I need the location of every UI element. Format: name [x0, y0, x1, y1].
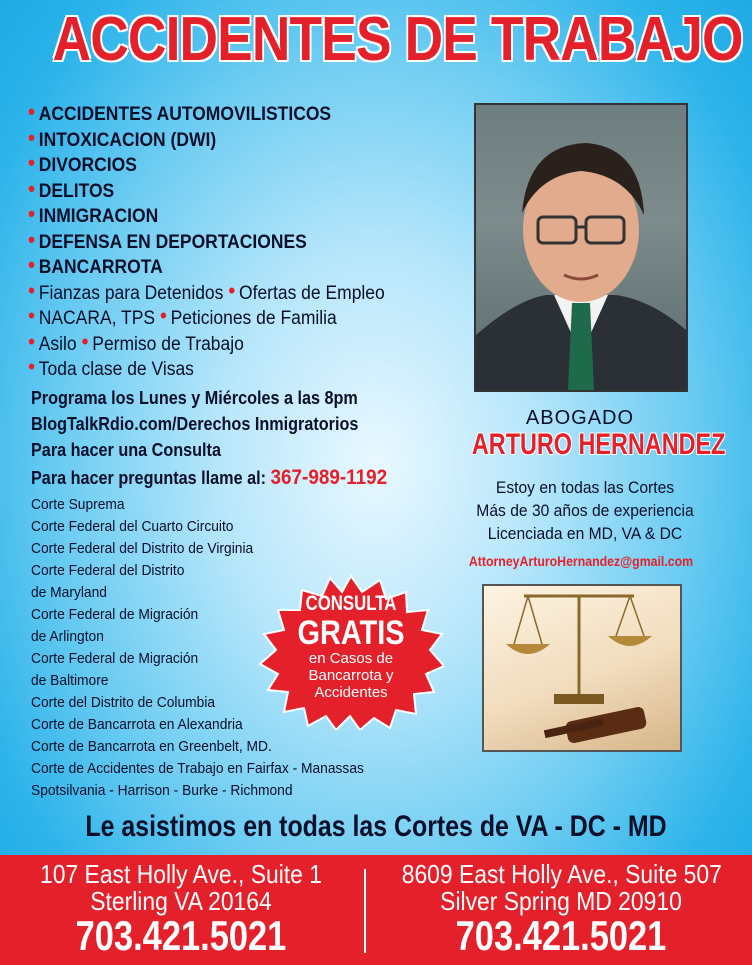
service-item: • Asilo • Permiso de Trabajo: [28, 328, 244, 355]
court-item: Corte Suprema: [31, 496, 125, 513]
office-sterling: [0, 861, 362, 958]
bullet-icon: •: [28, 303, 36, 328]
court-item: Corte de Accidentes de Trabajo en Fairfax - Manassas: [31, 760, 364, 777]
court-item: Corte Federal del Cuarto Circuito: [31, 518, 234, 535]
court-item: Corte Federal del Distrito: [31, 562, 185, 579]
service-item: • NACARA, TPS • Peticiones de Familia: [28, 303, 337, 329]
service-item: • Toda clase de Visas: [28, 354, 194, 380]
bullet-icon: •: [28, 226, 36, 252]
court-item: de Baltimore: [31, 672, 109, 689]
consult-prompt: Para hacer una Consulta: [31, 440, 221, 460]
scales-of-justice-icon: [484, 586, 680, 750]
questions-phone[interactable]: 367-989-1192: [270, 466, 388, 489]
badge-line: en Casos de: [308, 650, 394, 667]
program-info: [31, 388, 387, 492]
service-item: • DEFENSA EN DEPORTACIONES: [28, 226, 307, 253]
office-street: 8609 East Holly Ave., Suite 507: [401, 859, 722, 889]
attorney-credentials: [430, 478, 740, 547]
attorney-photo: [476, 105, 686, 390]
bullet-icon: •: [28, 99, 36, 124]
scales-photo: [484, 586, 680, 750]
bullet-icon: •: [28, 175, 36, 201]
service-item: • INTOXICACION (DWI): [28, 124, 217, 151]
court-item: de Maryland: [31, 584, 107, 601]
service-item: • DELITOS: [28, 175, 115, 202]
office-street: 107 East Holly Ave., Suite 1: [40, 859, 322, 889]
service-item: • DIVORCIOS: [28, 150, 137, 176]
attorney-portrait-icon: [476, 105, 686, 390]
service-item: • INMIGRACION: [28, 201, 159, 227]
court-item: Corte Federal de Migración: [31, 606, 199, 623]
office-phone[interactable]: 703.421.5021: [455, 912, 667, 959]
credential-line: Licenciada en MD, VA & DC: [487, 524, 683, 543]
credential-line: Más de 30 años de experiencia: [476, 501, 694, 520]
badge-line: CONSULTA: [305, 592, 397, 615]
program-website[interactable]: BlogTalkRdio.com/Derechos Inmigratorios: [31, 414, 359, 434]
attorney-role: ABOGADO: [525, 407, 635, 429]
free-consult-badge: [258, 592, 444, 701]
attorney-email[interactable]: AttorneyArturoHernandez@gmail.com: [468, 553, 694, 569]
office-city: Silver Spring MD 20910: [440, 886, 682, 916]
court-item: Spotsilvania - Harrison - Burke - Richmond: [31, 782, 293, 799]
bullet-icon: •: [28, 354, 36, 379]
bullet-icon: •: [159, 303, 167, 328]
service-item: • BANCARROTA: [28, 252, 163, 278]
service-item: • ACCIDENTES AUTOMOVILISTICOS: [28, 99, 332, 125]
questions-line: Para hacer preguntas llame al: 367-989-1192: [31, 466, 388, 489]
office-city: Sterling VA 20164: [90, 886, 272, 916]
court-item: Corte del Distrito de Columbia: [31, 694, 216, 711]
credential-line: Estoy en todas las Cortes: [495, 478, 675, 497]
slogan: Le asistimos en todas las Cortes de VA - DC - MD: [85, 810, 667, 843]
bullet-icon: •: [228, 277, 236, 303]
court-item: de Arlington: [31, 628, 104, 645]
office-silver-spring: [380, 861, 742, 958]
badge-line: Bancarrota y: [308, 667, 394, 684]
headline: ACCIDENTES DE TRABAJO: [52, 5, 743, 74]
court-item: Corte de Bancarrota en Alexandria: [31, 716, 243, 733]
service-item: • Fianzas para Detenidos • Ofertas de Empleo: [28, 277, 385, 304]
program-schedule: Programa los Lunes y Miércoles a las 8pm: [31, 388, 358, 408]
bullet-icon: •: [28, 150, 36, 175]
bullet-icon: •: [81, 328, 89, 354]
footer-contact: [0, 855, 752, 965]
badge-line: GRATIS: [297, 614, 405, 652]
services-list: [28, 99, 416, 385]
court-item: Corte de Bancarrota en Greenbelt, MD.: [31, 738, 272, 755]
office-phone[interactable]: 703.421.5021: [75, 912, 287, 959]
court-item: Corte Federal de Migración: [31, 650, 199, 667]
attorney-name: ARTURO HERNANDEZ: [471, 428, 726, 461]
bullet-icon: •: [28, 252, 36, 277]
bullet-icon: •: [28, 277, 36, 303]
bullet-icon: •: [28, 124, 36, 150]
bullet-icon: •: [28, 201, 36, 226]
footer-divider: [364, 869, 366, 953]
court-item: Corte Federal del Distrito de Virginia: [31, 540, 254, 557]
bullet-icon: •: [28, 328, 36, 354]
badge-line: Accidentes: [314, 684, 388, 701]
